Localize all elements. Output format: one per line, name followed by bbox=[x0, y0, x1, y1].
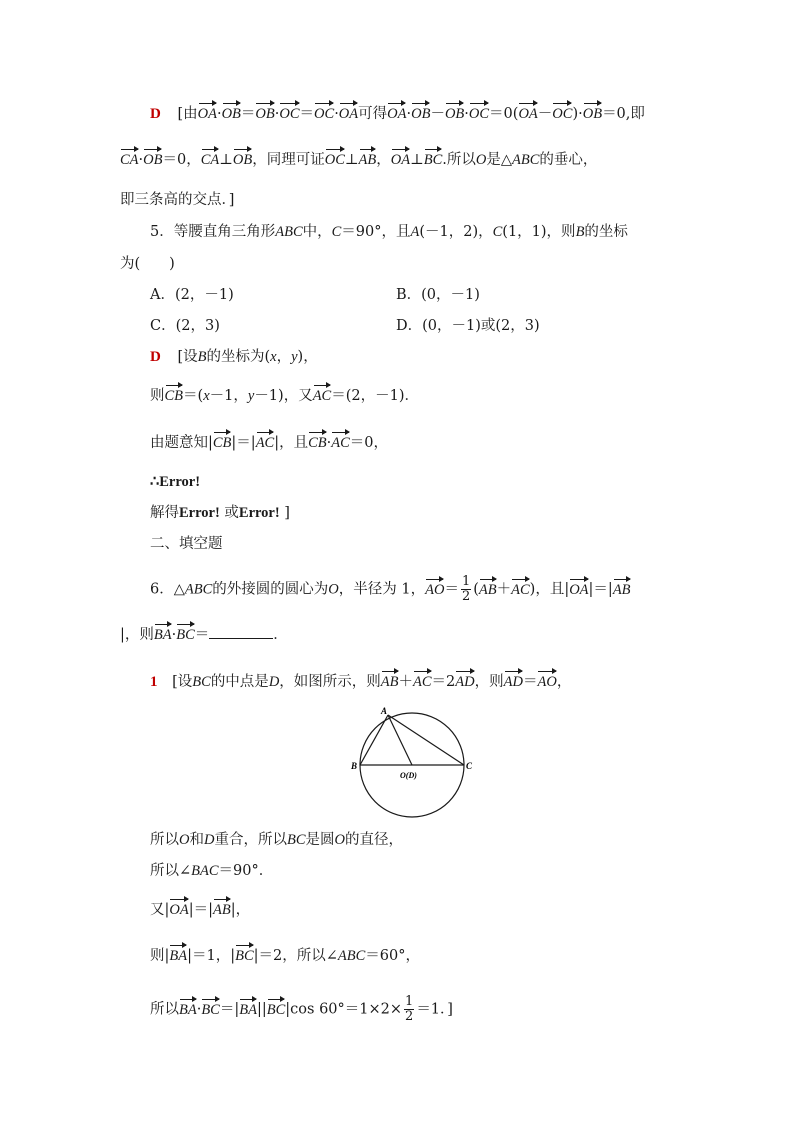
text: 的坐标 bbox=[584, 224, 628, 240]
text: ． bbox=[273, 627, 288, 643]
q5-solution-line-5 bbox=[150, 503, 290, 523]
q6-solution-line-5 bbox=[150, 946, 420, 966]
vector-oa: OA bbox=[197, 106, 217, 122]
var: O bbox=[334, 832, 345, 848]
text: 的直径， bbox=[344, 832, 403, 848]
fraction bbox=[461, 575, 471, 604]
vector-oc: OC bbox=[279, 106, 300, 122]
text: ＝1．] bbox=[416, 1001, 453, 1018]
vector-ad: AD bbox=[503, 674, 523, 690]
text: |， bbox=[230, 902, 251, 918]
vector-ob: OB bbox=[444, 106, 465, 122]
vector-ca: CA bbox=[120, 152, 139, 168]
q6-stem-line-1 bbox=[150, 575, 631, 604]
text: 或 bbox=[219, 505, 239, 521]
text: |＝| bbox=[188, 902, 214, 918]
var: B bbox=[197, 349, 207, 365]
vector-ab: AB bbox=[213, 902, 231, 918]
text: 即三条高的交点．] bbox=[120, 192, 235, 208]
text: |＝2，所以∠ bbox=[253, 948, 338, 964]
answer-letter: D bbox=[150, 349, 161, 365]
text: ( bbox=[473, 581, 479, 598]
vector-ab: AB bbox=[380, 674, 399, 690]
var: D bbox=[203, 832, 215, 848]
var: B bbox=[575, 224, 585, 240]
text: ＝90°，且 bbox=[341, 224, 411, 240]
var: ABC bbox=[184, 581, 213, 598]
vector-ob: OB bbox=[582, 106, 603, 122]
var: x bbox=[203, 388, 210, 404]
vector-cb: CB bbox=[164, 388, 184, 404]
vector-ob: OB bbox=[143, 152, 163, 168]
text: 所以∠ bbox=[150, 863, 192, 879]
text: ＝ bbox=[194, 627, 210, 643]
text: |cos 60°＝1×2× bbox=[285, 1001, 403, 1018]
vector-bc: BC bbox=[176, 627, 195, 643]
text: ＝( bbox=[183, 388, 204, 404]
text: ＝| bbox=[219, 1001, 240, 1018]
text: ＝ bbox=[522, 674, 538, 690]
vector-ac: AC bbox=[312, 388, 332, 404]
var: A bbox=[410, 224, 420, 240]
text: [设 bbox=[177, 349, 198, 365]
text: [由 bbox=[177, 106, 198, 122]
vector-oa: OA bbox=[338, 106, 359, 122]
text: )， bbox=[297, 349, 318, 365]
q5-solution-line-2 bbox=[150, 386, 419, 406]
text: 中， bbox=[302, 224, 332, 240]
text: |＝| bbox=[588, 581, 613, 598]
text: ＝0， bbox=[349, 435, 389, 451]
q5-option-d: D．(0，－1)或(2，3) bbox=[396, 318, 540, 334]
text: |，且 bbox=[274, 435, 309, 451]
var: ABC bbox=[512, 152, 540, 168]
text: 的坐标为( bbox=[206, 349, 271, 365]
numerator: 1 bbox=[405, 994, 414, 1009]
text: [设 bbox=[172, 674, 193, 690]
vector-oa: OA bbox=[390, 152, 411, 168]
vector-oc: OC bbox=[468, 106, 490, 122]
var: O bbox=[475, 152, 487, 168]
text: 由题意知| bbox=[150, 435, 213, 451]
vector-ac: AC bbox=[331, 435, 350, 451]
text: ＋ bbox=[398, 674, 414, 690]
var: BC bbox=[286, 832, 306, 848]
var: BAC bbox=[191, 863, 219, 879]
text: ＝2 bbox=[431, 674, 456, 690]
answer-letter: D bbox=[150, 106, 161, 122]
q5-option-b: B．(0，－1) bbox=[396, 287, 480, 303]
text: ＝0， bbox=[162, 152, 201, 168]
text: ＝0,即 bbox=[602, 106, 645, 122]
text: .所以 bbox=[442, 152, 476, 168]
vector-ba: BA bbox=[153, 627, 172, 643]
section-heading: 二、填空题 bbox=[150, 536, 223, 552]
text: －1， bbox=[209, 388, 248, 404]
q6-solution-line-6: 所以BA·BC＝|BA||BC|cos 60°＝1×2× $\frac{1}{2}$ ＝1．] bbox=[150, 994, 453, 1024]
label-b: B bbox=[351, 761, 358, 771]
vector-ba: BA bbox=[169, 948, 188, 964]
var: y bbox=[247, 388, 255, 404]
label-c: C bbox=[466, 761, 473, 771]
text: ， bbox=[276, 349, 292, 365]
text: 和 bbox=[189, 832, 204, 848]
text: ＝ bbox=[444, 581, 459, 598]
vector-ac: AC bbox=[413, 674, 432, 690]
text: 6．△ bbox=[150, 581, 185, 598]
answer-blank bbox=[209, 638, 273, 639]
vector-ba: BA bbox=[239, 1001, 257, 1018]
text: 又| bbox=[150, 902, 170, 918]
vector-oa: OA bbox=[387, 106, 407, 122]
q5-option-c: C．(2，3) bbox=[150, 318, 220, 334]
text: －1)，又 bbox=[254, 388, 313, 404]
text: ＝60°， bbox=[365, 948, 420, 964]
text: Error! bbox=[238, 505, 280, 521]
vector-ob: OB bbox=[232, 152, 253, 168]
vector-oa: OA bbox=[518, 106, 538, 122]
q5-stem-line-1 bbox=[150, 222, 628, 242]
text: ，则 bbox=[474, 674, 504, 690]
text: ， bbox=[556, 674, 572, 690]
text: |，则 bbox=[120, 627, 154, 643]
vector-oa: OA bbox=[169, 902, 189, 918]
text: ，半径为 1， bbox=[338, 581, 426, 598]
text: ＝90°． bbox=[218, 863, 274, 879]
q4-answer-line-3 bbox=[120, 190, 234, 210]
vector-ac: AC bbox=[255, 435, 275, 451]
text: 5．等腰直角三角形 bbox=[150, 224, 276, 240]
var: BC bbox=[192, 674, 211, 690]
denominator: 2 bbox=[405, 1009, 414, 1024]
vector-oc: OC bbox=[324, 152, 345, 168]
vector-ob: OB bbox=[221, 106, 241, 122]
vector-ad: AD bbox=[455, 674, 475, 690]
text: ，如图所示，则 bbox=[279, 674, 381, 690]
q5-option-a: A．(2，－1) bbox=[150, 287, 234, 303]
segment-ab bbox=[360, 715, 388, 765]
text: 的中点是 bbox=[210, 674, 269, 690]
var: O bbox=[328, 581, 339, 598]
var: C bbox=[331, 224, 342, 240]
var: x bbox=[270, 349, 277, 365]
vector-ob: OB bbox=[411, 106, 431, 122]
text: ，同理可证 bbox=[252, 152, 325, 168]
denominator: 2 bbox=[461, 589, 471, 604]
vector-cb: CB bbox=[212, 435, 232, 451]
vector-bc: BC bbox=[201, 1001, 220, 1018]
text: |＝| bbox=[231, 435, 256, 451]
q4-answer-line-1: D [由OA·OB＝OB·OC＝OC·OA可得OA·OB－OB·OC＝0(OA－OC)·OB＝0,即 bbox=[150, 106, 645, 122]
vector-ba: BA bbox=[179, 1001, 197, 1018]
fraction bbox=[404, 995, 414, 1024]
text: 则 bbox=[150, 388, 165, 404]
vector-ca: CA bbox=[200, 152, 220, 168]
var: D bbox=[268, 674, 280, 690]
text: 可得 bbox=[358, 106, 388, 122]
vector-ac: AC bbox=[511, 581, 530, 598]
text: 重合，所以 bbox=[214, 832, 287, 848]
q6-solution-line-2 bbox=[150, 830, 403, 850]
vector-bc: BC bbox=[235, 948, 254, 964]
vector-ob: OB bbox=[255, 106, 275, 122]
vector-ab: AB bbox=[612, 581, 631, 598]
numerator: 1 bbox=[461, 574, 471, 589]
circle-diagram bbox=[350, 703, 476, 818]
vector-ao: AO bbox=[537, 674, 557, 690]
q5-solution-line-3: 由题意知|CB|＝|AC|，且CB·AC＝0， bbox=[150, 435, 389, 451]
var: C bbox=[492, 224, 503, 240]
vector-bc: BC bbox=[266, 1001, 286, 1018]
text: ＋ bbox=[496, 581, 512, 598]
text: 为( ) bbox=[120, 256, 175, 272]
q4-answer-line-2: CA·OB＝0，CA⊥OB，同理可证OC⊥AB，OA⊥BC.所以O是△ABC的垂心， bbox=[120, 152, 598, 168]
vector-oa: OA bbox=[569, 581, 589, 598]
text: ] bbox=[279, 505, 290, 521]
text: (－1，2)， bbox=[419, 224, 493, 240]
vector-bc: BC bbox=[423, 152, 443, 168]
vector-oc: OC bbox=[552, 106, 573, 122]
label-o-d: O(D) bbox=[400, 771, 417, 780]
vector-oc: OC bbox=[314, 106, 335, 122]
vector-ab: AB bbox=[358, 152, 377, 168]
answer-value: 1 bbox=[150, 674, 158, 690]
q5-solution-line-1 bbox=[150, 347, 318, 367]
vector-ab: AB bbox=[478, 581, 497, 598]
text: 是圆 bbox=[305, 832, 335, 848]
text: 是△ bbox=[486, 152, 513, 168]
text: ＝(2，－1)． bbox=[331, 388, 419, 404]
text: 的外接圆的圆心为 bbox=[212, 581, 329, 598]
text: 的垂心， bbox=[539, 152, 598, 168]
q5-solution-line-4: ∴Error! bbox=[150, 474, 201, 490]
vector-cb: CB bbox=[308, 435, 327, 451]
var: ABC bbox=[337, 948, 366, 964]
var: ABC bbox=[275, 224, 303, 240]
q6-solution-line-1 bbox=[150, 672, 571, 692]
var: y bbox=[291, 349, 298, 365]
text: )，且| bbox=[529, 581, 570, 598]
q6-solution-line-4 bbox=[150, 900, 250, 920]
q6-solution-line-3 bbox=[150, 861, 273, 881]
text: 解得 bbox=[150, 505, 179, 521]
text: (1，1)，则 bbox=[502, 224, 576, 240]
q5-stem-line-2 bbox=[120, 254, 175, 274]
text: 所以 bbox=[150, 1001, 179, 1018]
label-a: A bbox=[381, 706, 388, 716]
text: || bbox=[256, 1001, 267, 1018]
text: |＝1，| bbox=[187, 948, 236, 964]
vector-ao: AO bbox=[425, 581, 445, 598]
text: 所以 bbox=[150, 832, 179, 848]
text: 则| bbox=[150, 948, 170, 964]
var: O bbox=[179, 832, 190, 848]
q6-stem-line-2: |，则BA·BC＝ ． bbox=[120, 627, 288, 643]
text: Error! bbox=[179, 505, 220, 521]
